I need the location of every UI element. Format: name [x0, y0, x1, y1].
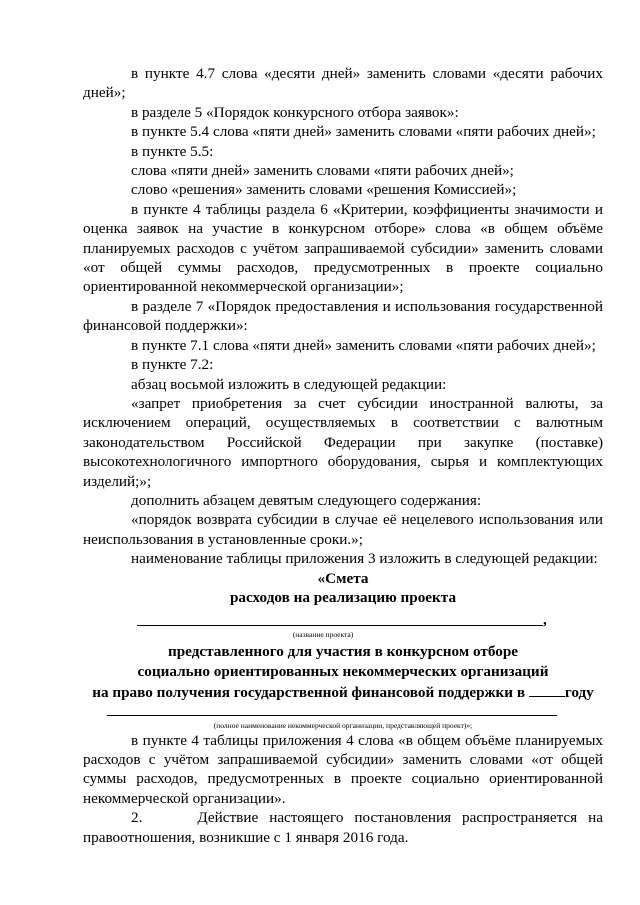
project-name-line — [83, 611, 603, 630]
paragraph-7-2: в пункте 7.2: — [131, 356, 214, 374]
paragraph-appendix-4: в пункте 4 таблицы приложения 4 слова «в общем объёме планируемых расходов с учётом запрашиваемой субсидии» заменить словами «от общей суммы расходов, предусмотренных в проекте социально ориентированной некоммерческой организации». — [83, 731, 603, 807]
table-title-line-1: «Смета — [317, 569, 369, 587]
paragraph-4-7: в пункте 4.7 слова «десяти дней» заменить словами «десяти рабочих дней»; — [83, 65, 603, 102]
paragraph-7-2-quote: «запрет приобретения за счет субсидии иностранной валюты, за исключением операций, осуществляемых в соответствии с валютным законодательством Российской Федерации при закупке (поставке) высокотехнологичного импортного оборудования, сырья и комплектующих изделий;»; — [83, 394, 603, 490]
paragraph-5-5-b: слово «решения» заменить словами «решения Комиссией»; — [131, 181, 517, 199]
paragraph-section-5: в разделе 5 «Порядок конкурсного отбора заявок»: — [131, 103, 459, 121]
paragraph-7-2-quote-2: «порядок возврата субсидии в случае её нецелевого использования или неиспользования в установленные сроки.»; — [83, 511, 603, 548]
paragraph-section-7: в разделе 7 «Порядок предоставления и использования государственной финансовой поддержки»: — [83, 297, 603, 335]
paragraph-7-2-b: дополнить абзацем девятым следующего содержания: — [131, 491, 482, 509]
org-name-line — [83, 709, 603, 721]
org-name-rule — [107, 715, 557, 716]
table-title-line-5-text: на право получения государственной финансовой поддержки в — [92, 684, 526, 702]
paragraph-section-6: в пункте 4 таблицы раздела 6 «Критерии, коэффициенты значимости и оценка заявок на участие в конкурсном отборе» слова «в общем объёме планируемых расходов с учётом запрашиваемой субсидии» заменить словами «от общей суммы расходов, предусмотренных в проекте социально ориентированной некоммерческой организации»; — [83, 200, 603, 296]
table-title-line-5 — [83, 681, 603, 702]
table-title-line-2: расходов на реализацию проекта — [229, 588, 457, 606]
paragraph-5-5-a: слова «пяти дней» заменить словами «пяти рабочих дней»; — [131, 162, 514, 180]
project-name-rule — [137, 625, 543, 626]
table-title-year-word: году — [564, 684, 594, 702]
year-blank — [529, 681, 565, 697]
caption-org-name: (полное наименование некоммерческой организации, представляющей проект)»; — [213, 720, 473, 730]
paragraph-7-1: в пункте 7.1 слова «пяти дней» заменить словами «пяти рабочих дней»; — [131, 336, 596, 354]
paragraph-7-2-a: абзац восьмой изложить в следующей редакции: — [131, 375, 447, 393]
table-title-line-4: социально ориентированных некоммерческих организаций — [137, 662, 549, 680]
paragraph-appendix-3: наименование таблицы приложения 3 изложить в следующей редакции: — [131, 550, 598, 568]
paragraph-5-5: в пункте 5.5: — [131, 142, 214, 160]
table-title-line-3: представленного для участия в конкурсном отборе — [167, 643, 519, 661]
paragraph-5-4: в пункте 5.4 слова «пяти дней» заменить словами «пяти рабочих дней»; — [131, 123, 596, 141]
paragraph-2: 2. Действие настоящего постановления распространяется на правоотношения, возникшие с 1 января 2016 года. — [83, 809, 603, 846]
title-comma: , — [543, 611, 547, 629]
caption-project-name: (название проекта) — [292, 630, 354, 640]
document-page — [83, 64, 603, 847]
